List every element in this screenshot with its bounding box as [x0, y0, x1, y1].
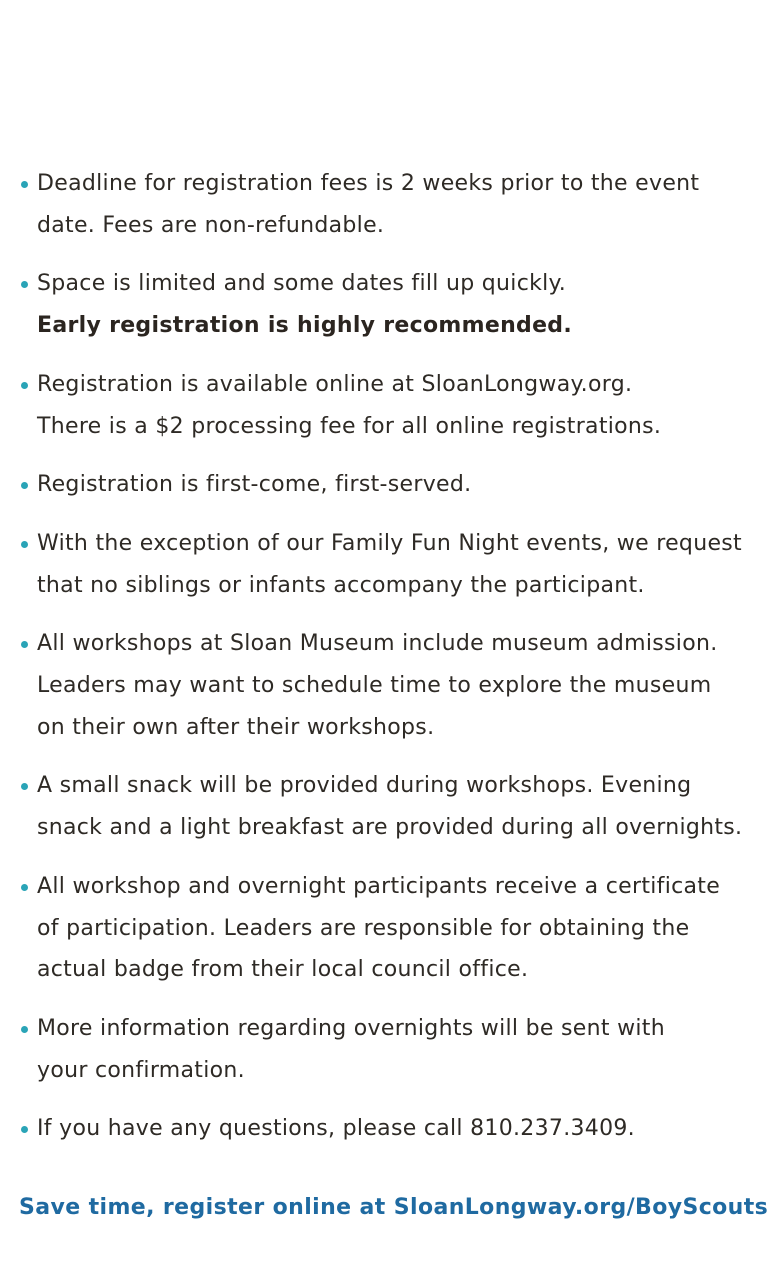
bullet-text-line: Registration is available online at SloanLongway.org.	[37, 371, 633, 397]
bullet-dot-icon	[21, 181, 28, 188]
bullet-text-line: your confirmation.	[37, 1057, 245, 1083]
bullet-item	[18, 464, 778, 506]
bullet-dot-icon	[21, 884, 28, 891]
bullet-text-line: Registration is first-come, first-served.	[37, 472, 472, 498]
bullet-item	[18, 1008, 778, 1091]
bullet-item	[18, 623, 778, 748]
bullet-dot-icon	[21, 482, 28, 489]
bullet-text-line: on their own after their workshops.	[37, 714, 435, 740]
bullet-item	[18, 163, 778, 246]
bullet-item	[18, 765, 778, 848]
bullet-text-line: A small snack will be provided during workshops. Evening	[37, 773, 692, 799]
bullet-item	[18, 263, 778, 346]
bullet-text-line: snack and a light breakfast are provided during all overnights.	[37, 815, 743, 841]
bullet-dot-icon	[21, 641, 28, 648]
bullet-dot-icon	[21, 1026, 28, 1033]
bullet-dot-icon	[21, 783, 28, 790]
bullet-text-line: More information regarding overnights will be sent with	[37, 1015, 665, 1041]
bullet-item	[18, 1108, 778, 1150]
bullet-text-line: Leaders may want to schedule time to explore the museum	[37, 673, 712, 699]
register-online-cta: Save time, register online at SloanLongway.org/BoyScouts	[19, 1195, 769, 1220]
bullet-text-line: There is a $2 processing fee for all online registrations.	[37, 413, 662, 439]
bullet-item	[18, 364, 778, 447]
bullet-dot-icon	[21, 541, 28, 548]
bullet-text-line: of participation. Leaders are responsible for obtaining the	[37, 915, 690, 941]
bullet-text-line: All workshop and overnight participants receive a certificate	[37, 873, 721, 899]
bullet-text-line: With the exception of our Family Fun Night events, we request	[37, 530, 742, 556]
bullet-item	[18, 866, 778, 991]
bullet-emphasis-text: Early registration is highly recommended.	[37, 313, 573, 339]
info-bullet-list	[18, 163, 778, 1167]
bullet-text-line: actual badge from their local council office.	[37, 957, 529, 983]
bullet-text-line: If you have any questions, please call 810.237.3409.	[37, 1116, 635, 1142]
bullet-text-line: Deadline for registration fees is 2 weeks prior to the event	[37, 171, 700, 196]
bullet-dot-icon	[21, 1126, 28, 1133]
bullet-text-line: that no siblings or infants accompany the participant.	[37, 572, 645, 598]
bullet-item	[18, 523, 778, 606]
bullet-dot-icon	[21, 281, 28, 288]
bullet-text-line: date. Fees are non-refundable.	[37, 212, 385, 238]
bullet-text-line: All workshops at Sloan Museum include museum admission.	[37, 631, 718, 657]
bullet-text-line: Space is limited and some dates fill up quickly.	[37, 271, 567, 297]
bullet-dot-icon	[21, 382, 28, 389]
